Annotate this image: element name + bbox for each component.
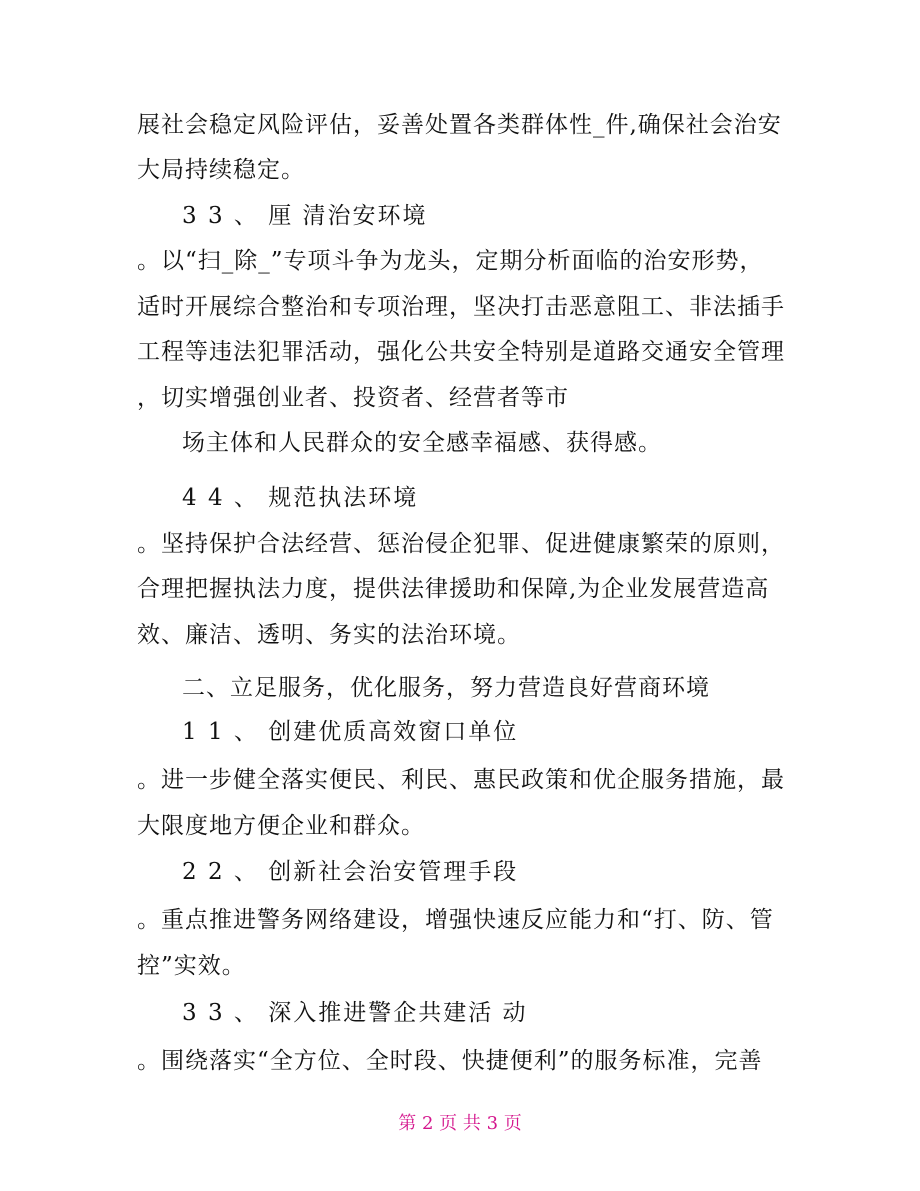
section-heading: 3 3 、 深入推进警企共建活 动 <box>182 1000 528 1026</box>
chapter-heading: 二、立足服务，优化服务，努力营造良好营商环境 <box>182 675 710 701</box>
body-text-line: 合理把握执法力度，提供法律援助和保障,为企业发展营造高 <box>137 576 770 602</box>
body-text-line: 。进一步健全落实便民、利民、惠民政策和优企服务措施，最 <box>137 767 785 793</box>
body-text-line: 控”实效。 <box>137 953 246 979</box>
page-number-footer: 第 2 页 共 3 页 <box>398 1113 522 1134</box>
body-text-line: ，切实增强创业者、投资者、经营者等市 <box>137 385 569 411</box>
section-heading: 1 1 、 创建优质高效窗口单位 <box>182 719 519 745</box>
body-text-line: 效、廉洁、透明、务实的法治环境。 <box>137 622 521 648</box>
section-heading: 4 4 、 规范执法环境 <box>182 485 419 511</box>
section-heading: 3 3 、 厘 清治安环境 <box>182 203 428 229</box>
body-text-line: 场主体和人民群众的安全感幸福感、获得感。 <box>182 430 662 456</box>
body-text-line: 大限度地方便企业和群众。 <box>137 813 425 839</box>
body-text-line: 。围绕落实“全方位、全时段、快捷便利”的服务标准，完善 <box>137 1048 763 1074</box>
body-text-line: 。重点推进警务网络建设，增强快速反应能力和“打、防、管 <box>137 907 774 933</box>
body-text-line: 工程等违法犯罪活动，强化公共安全特别是道路交通安全管理 <box>137 339 785 365</box>
body-text-line: 。坚持保护合法经营、惩治侵企犯罪、促进健康繁荣的原则， <box>137 531 785 557</box>
body-text-line: 。以“扫_除_”专项斗争为龙头，定期分析面临的治安形势， <box>137 248 764 274</box>
body-text-line: 展社会稳定风险评估，妥善处置各类群体性_件,确保社会治安 <box>137 112 782 138</box>
body-text-line: 适时开展综合整治和专项治理，坚决打击恶意阻工、非法插手 <box>137 294 785 320</box>
body-text-line: 大局持续稳定。 <box>137 157 305 183</box>
section-heading: 2 2 、 创新社会治安管理手段 <box>182 859 519 885</box>
